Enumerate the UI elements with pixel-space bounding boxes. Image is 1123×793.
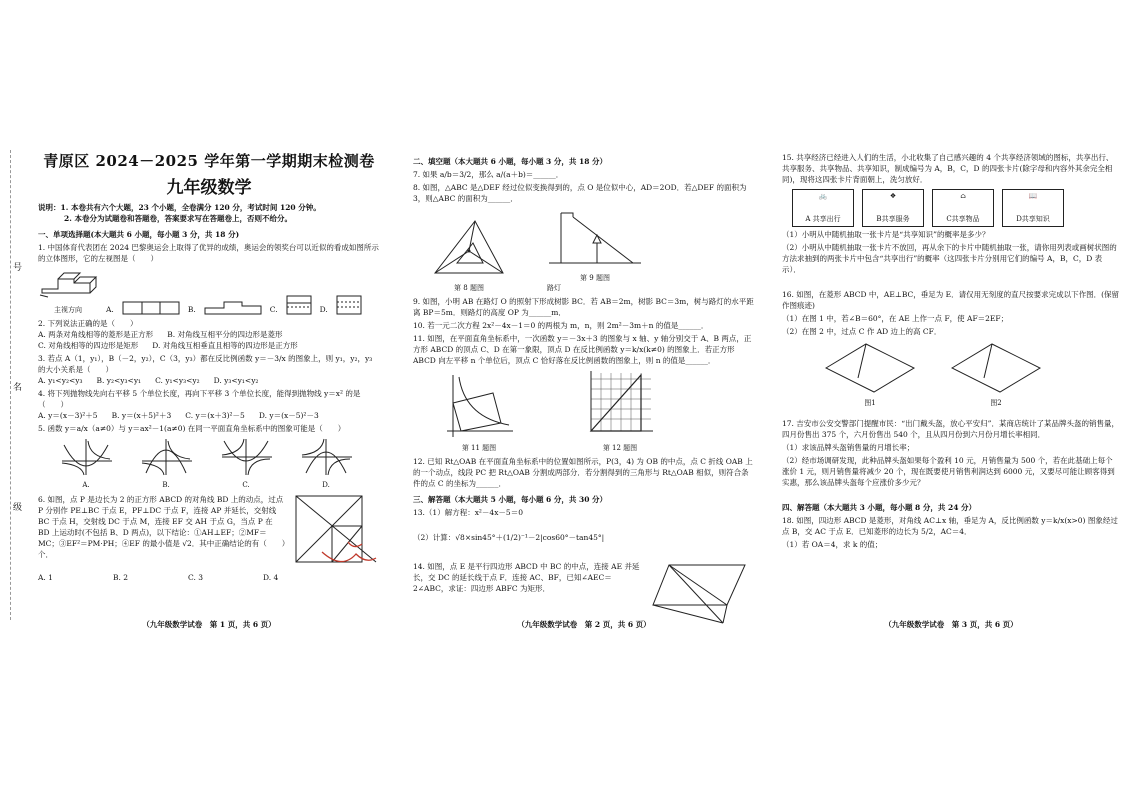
q2-options-row-2	[38, 340, 380, 351]
section-heading: 四、解答题（本大题共 3 小题，每小题 8 分，共 24 分）	[782, 503, 977, 512]
question-15-part-2: （2）小明从中随机抽取一张卡片不放回，再从余下的卡片中随机抽取一张，请你用列表或画树状图的方法求抽到的两张卡片中包含“共享出行”的概率（这四张卡片分别用它们的编号 A，B，C，D 表示）．	[782, 243, 1117, 274]
option-d: D. y₃<y₁<y₂	[213, 376, 259, 385]
option-d: D. 对角线互相垂直且相等的四边形是正方形	[152, 341, 298, 350]
question-17: 17. 吉安市公安交警部门提醒市民：“出门戴头盔，放心平安归”．某商店统计了某品牌头盔的销售量，四月份售出 375 个，六月份售出 540 个，且从四月份到六月份月增长率相同．	[782, 419, 1119, 439]
section-heading: 二、填空题（本大题共 6 小题，每小题 3 分，共 18 分）	[413, 157, 608, 166]
option-b: B.	[187, 305, 196, 314]
option-c-figure	[286, 295, 312, 315]
q14-parallelogram-figure	[649, 559, 753, 625]
page-footer: （九年级数学试卷 第 2 页，共 6 页）	[517, 620, 651, 629]
figure-1	[822, 340, 918, 408]
option-a: A. y＝(x－3)²＋5	[38, 411, 98, 420]
exam-note-2: 2. 本卷分为试题卷和答题卷，答案要求写在答题卷上，否则不给分。	[64, 214, 292, 223]
exam-note-1: 说明：1. 本卷共有六个大题，23 个小题，全卷满分 120 分，考试时间 120 分钟。	[38, 203, 321, 212]
q6-options	[38, 572, 380, 583]
exam-subject: 九年级数学	[166, 178, 252, 198]
option-d: D.	[322, 481, 330, 489]
question-5: 5. 函数 y＝a/x（a≠0）与 y＝ax²－1(a≠0) 在同一平面直角坐标系中的图象可能是（ ）	[38, 424, 346, 433]
question-10: 10. 若一元二次方程 2x²－4x－1＝0 的两根为 m，n，则 2m²－3m＋n 的值是______．	[413, 321, 709, 330]
question-15-part-1: （1）小明从中随机抽取一张卡片是“共享知识”的概率是多少？	[782, 230, 990, 239]
margin-mark: 号	[13, 263, 23, 273]
q6-block	[38, 492, 380, 572]
exam-page-1	[38, 150, 380, 630]
share-cards	[792, 189, 1120, 227]
q11-q12-figures	[443, 369, 755, 453]
figure-caption: 图2	[990, 399, 1002, 407]
q16-figures	[822, 340, 1120, 408]
question-3: 3. 若点 A（1，y₁），B（－2，y₂），C（3，y₃）都在反比例函数 y＝－3/x 的图象上，则 y₁，y₂，y₃ 的大小关系是（ ）	[38, 354, 373, 374]
card-label: D共享知识	[1016, 215, 1050, 223]
q6-square-figure	[292, 492, 380, 572]
figure-caption: 第 12 题图	[602, 444, 638, 452]
q14-block	[413, 559, 755, 625]
option-b: B.	[162, 481, 170, 489]
question-4: 4. 将下列抛物线先向右平移 5 个单位长度，再向下平移 3 个单位长度，能得到抛物线 y＝x² 的是（ ）	[38, 389, 361, 409]
figure-12	[585, 369, 655, 453]
option-c: C. y＝(x＋3)²－5	[185, 411, 245, 420]
q8-q9-figures	[431, 207, 755, 293]
exam-title: 青原区 2024－2025 学年第一学期期末检测卷	[43, 152, 375, 170]
graph-option-b	[138, 437, 194, 489]
figure-caption: 图1	[864, 399, 876, 407]
red-pen-mark	[322, 542, 376, 562]
question-13-part-1: 13.（1）解方程：x²－4x－5＝0	[413, 508, 523, 517]
card-b	[862, 189, 924, 227]
figure-caption: 第 11 题图	[461, 444, 497, 452]
q2-options-row-1	[38, 329, 380, 340]
question-11: 11. 如图，在平面直角坐标系中，一次函数 y＝－3x＋3 的图象与 x 轴、y 轴分别交于 A、B 两点，正方形 ABCD 的顶点 C、D 在第一象限，顶点 D 在反比例函数 y＝k/x(k≠0) 的图象上．若正方形 ABCD 向左平移 n 个单位后，顶点 C 恰好落在反比例函数的图象上，则 n 的值是______．	[413, 334, 752, 365]
bicycle-icon: 🚲	[818, 192, 828, 200]
option-c: C. 3	[188, 573, 204, 582]
book-icon: 📖	[1028, 192, 1038, 200]
card-label: A 共享出行	[805, 215, 841, 223]
section-heading: 三、解答题（本大题共 5 小题，每小题 6 分，共 30 分）	[413, 495, 608, 504]
question-1: 1. 中国体育代表团在 2024 巴黎奥运会上取得了优异的成绩，奥运会的领奖台可以近似的看成如图所示的立体图形，它的左视图是（ ）	[38, 243, 379, 263]
figure-9	[547, 207, 643, 293]
street-lamp-label: 路灯	[547, 284, 561, 292]
card-a	[792, 189, 854, 227]
exam-page-2	[413, 150, 755, 630]
question-13-part-2: （2）计算：√8×sin45°＋(1/2)⁻¹－2|cos60°－tan45°|	[413, 533, 605, 542]
question-18: 18. 如图，四边形 ABCD 是菱形，对角线 AC⊥x 轴，垂足为 A，反比例函数 y＝k/x(x>0) 图象经过点 B，交 AC 于点 E．已知菱形的边长为 5/2，AC＝4．	[782, 516, 1118, 536]
q4-options	[38, 410, 380, 421]
option-a-figure	[122, 299, 180, 315]
figure-8	[431, 217, 507, 293]
question-17-part-2: （2）经市场调研发现，此种品牌头盔如果每个盈利 10 元，月销售量为 500 个，若在此基础上每个涨价 1 元，则月销售量将减少 20 个，现在既要使月销售利润达到 6000 元，又要尽可能让顾客得到实惠，那么该品牌头盔每个应涨价多少元？	[782, 456, 1115, 487]
question-6: 6. 如图，点 P 是边长为 2 的正方形 ABCD 的对角线 BD 上的动点，过点 P 分别作 PE⊥BC 于点 E，PF⊥DC 于点 F，连接 AP 并延长，交射线 BC 于点 H，交射线 DC 于点 M，连接 EF 交 AH 于点 G，当点 P 在 BD 上运动时(不包括 B、D 两点)，以下结论：①AH⊥EF；②MF＝MC；③EF²＝PM·PH；④EF 的最小值是 √2．其中正确结论的有（ ）个．	[38, 495, 286, 559]
option-b: B. 对角线互相平分的四边形是菱形	[167, 330, 283, 339]
binding-margin	[10, 150, 29, 620]
question-9: 9. 如图，小明 AB 在路灯 O 的照射下形成树影 BC．若 AB＝2m，树影 BC＝3m，树与路灯的水平距离 BP＝5m．则路灯的高度 OP 为______m．	[413, 297, 754, 317]
option-d: D. y＝(x－5)²－3	[258, 411, 319, 420]
q3-options	[38, 375, 380, 386]
question-2: 2. 下列说法正确的是（ ）	[38, 319, 138, 328]
option-c: C. y₁<y₃<y₂	[155, 376, 200, 385]
question-16-part-2: （2）在图 2 中，过点 C 作 AD 边上的高 CF．	[782, 327, 942, 336]
option-b: B. 2	[112, 573, 129, 582]
grid-icon: ❖	[889, 192, 897, 200]
option-a: A. 1	[38, 573, 53, 582]
question-14: 14. 如图，点 E 是平行四边形 ABCD 中 BC 的中点，连接 AE 并延长，交 DC 的延长线于点 F．连接 AC、BF，已知∠AEC＝2∠ABC，求证：四边形 ABFC 为矩形．	[413, 562, 640, 593]
page-footer: （九年级数学试卷 第 1 页，共 6 页）	[142, 620, 276, 629]
card-label: C共享物品	[946, 215, 980, 223]
question-12: 12. 已知 Rt△OAB 在平面直角坐标系中的位置如图所示，P(3，4) 为 OB 的中点，点 C 折线 OAB 上的一个动点，线段 PC 把 Rt△OAB 分割成两部分．若分割得到的三角形与 Rt△OAB 相似，则符合条件的点 C 的坐标为______．	[413, 457, 753, 488]
question-16-part-1: （1）在图 1 中，若∠B＝60°，在 AE 上作一点 F，使 AF＝2EF；	[782, 314, 1009, 323]
option-b: B. y₂<y₃<y₁	[96, 376, 142, 385]
graph-option-c	[218, 437, 274, 489]
option-d: D. 4	[263, 573, 279, 582]
option-c: C.	[242, 481, 250, 489]
option-a: A. y₁<y₂<y₃	[38, 376, 83, 385]
q5-graphs	[58, 437, 380, 489]
figure-11	[443, 373, 515, 453]
figure-caption: 第 8 题图	[454, 284, 484, 292]
question-15: 15. 共享经济已经进入人们的生活，小北收集了自己感兴趣的 4 个共享经济领域的图标，共享出行、共享服务、共享物品、共享知识，制成编号为 A，B，C，D 的四张卡片(除字母和内容外其余完全相同)，现将这四张卡片背面朝上，洗匀放好．	[782, 153, 1114, 184]
section-heading: 一、单项选择题(本大题共 6 小题，每小题 3 分，共 18 分)	[38, 230, 240, 239]
margin-mark: 级	[13, 503, 23, 513]
card-label: B共享服务	[876, 215, 910, 223]
question-7: 7. 如果 a/b＝3/2，那么 a/(a＋b)＝______．	[413, 170, 564, 179]
podium-figure	[38, 267, 98, 315]
figure-2	[948, 340, 1044, 408]
option-d-figure	[336, 295, 362, 315]
question-18-part-1: （1）若 OA＝4，求 k 的值；	[782, 540, 883, 549]
page-footer: （九年级数学试卷 第 3 页，共 6 页）	[884, 620, 1018, 629]
option-c: C. 对角线相等的四边形是矩形	[38, 341, 139, 350]
question-8: 8. 如图，△ABC 是△DEF 经过位似变换得到的，点 O 是位似中心，AD＝2OD．若△DEF 的面积为 3，则△ABC 的面积为______．	[413, 183, 747, 203]
figure-caption: 第 9 题图	[580, 274, 610, 282]
option-b-figure	[204, 299, 262, 315]
card-c	[932, 189, 994, 227]
question-17-part-1: （1）求该品牌头盔销售量的月增长率；	[782, 443, 915, 452]
option-c: C.	[269, 305, 278, 314]
house-icon: ⌂	[960, 192, 966, 200]
question-16: 16. 如图，在菱形 ABCD 中，AE⊥BC，垂足为 E．请仅用无刻度的直尺按要求完成以下作图．(保留作图痕迹)	[782, 290, 1120, 310]
graph-option-d	[298, 437, 354, 489]
view-direction-label: 主视方向	[54, 306, 82, 314]
option-a: A.	[106, 305, 114, 314]
option-a: A.	[82, 481, 90, 489]
exam-page-3	[782, 150, 1120, 630]
margin-mark: 名	[13, 383, 23, 393]
card-d	[1002, 189, 1064, 227]
option-a: A. 两条对角线相等的菱形是正方形	[38, 330, 154, 339]
graph-option-a	[58, 437, 114, 489]
option-b: B. y＝(x＋5)²＋3	[111, 411, 172, 420]
option-d: D.	[319, 305, 328, 314]
q1-figures	[38, 267, 380, 315]
